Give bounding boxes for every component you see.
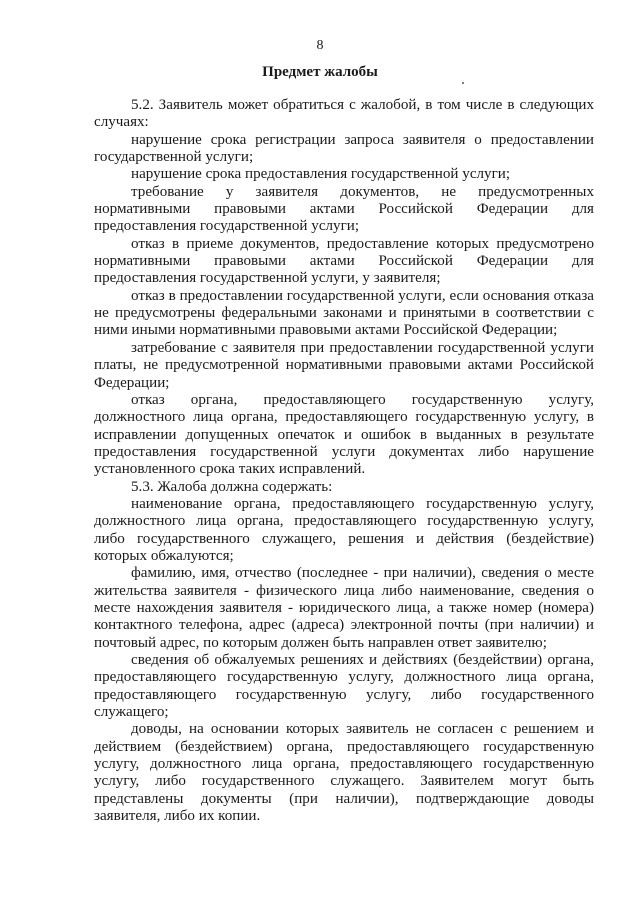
document-body: [94, 97, 594, 825]
paragraph-authority-name: наименование органа, предоставляющего государственную услугу, должностного лица органа, предоставляющего государственную услугу, либо государственного служащего, решения и действия (бездействие) которых обжалуются;: [94, 495, 594, 564]
paragraph-decisions-info: сведения об обжалуемых решениях и действиях (бездействии) органа, предоставляющего государственную услугу, должностного лица органа, предоставляющего государственную услугу, либо государственного служащего;: [94, 652, 594, 721]
paragraph-service-deadline: нарушение срока предоставления государственной услуги;: [131, 166, 511, 183]
paragraph-arguments: доводы, на основании которых заявитель не согласен с решением и действием (бездействием) органа, предоставляющего государственную услугу, должностного лица органа, предоставляющего государственную услугу, либо государственного служащего. Заявителем могут быть представлены документы (при наличии), подтверждающие доводы заявителя, либо их копии.: [94, 721, 594, 825]
page-number: 8: [316, 38, 324, 53]
paragraph-extra-documents: требование у заявителя документов, не предусмотренных нормативными правовыми актами Российской Федерации для предоставления государственной услуги;: [94, 183, 594, 235]
paragraph-applicant-details: фамилию, имя, отчество (последнее - при наличии), сведения о месте жительства заявителя - физического лица либо наименование, сведения о месте нахождения заявителя - юридического лица, а также номер (номера) контактного телефона, адрес (адреса) электронной почты (при наличии) и почтовый адрес, по которым должен быть направлен ответ заявителю;: [94, 565, 594, 651]
paragraph-refusal-acceptance: отказ в приеме документов, предоставление которых предусмотрено нормативными правовыми актами Российской Федерации для предоставления государственной услуги, у заявителя;: [94, 235, 594, 287]
paragraph-correction-refusal: отказ органа, предоставляющего государственную услугу, должностного лица органа, предоставляющего государственную услугу, в исправлении допущенных опечаток и ошибок в выданных в результате предоставления государственной услуги документах либо нарушение установленного срока таких исправлений.: [94, 391, 594, 478]
paragraph-refusal-service: отказ в предоставлении государственной услуги, если основания отказа не предусмотрены федеральными законами и принятыми в соответствии с ними иными нормативными правовыми актами Российской Федерации;: [94, 287, 594, 339]
paragraph-5-3-intro: 5.3. Жалоба должна содержать:: [131, 478, 333, 495]
paragraph-registration-deadline: нарушение срока регистрации запроса заявителя о предоставлении государственной услуги;: [94, 131, 594, 166]
paragraph-5-2-intro: 5.2. Заявитель может обратиться с жалобой, в том числе в следующих случаях:: [94, 97, 594, 131]
scan-speck: [462, 82, 464, 84]
section-heading: Предмет жалобы: [262, 64, 378, 80]
paragraph-fee-demand: затребование с заявителя при предоставлении государственной услуги платы, не предусмотренной нормативными правовыми актами Российской Федерации;: [94, 339, 594, 391]
